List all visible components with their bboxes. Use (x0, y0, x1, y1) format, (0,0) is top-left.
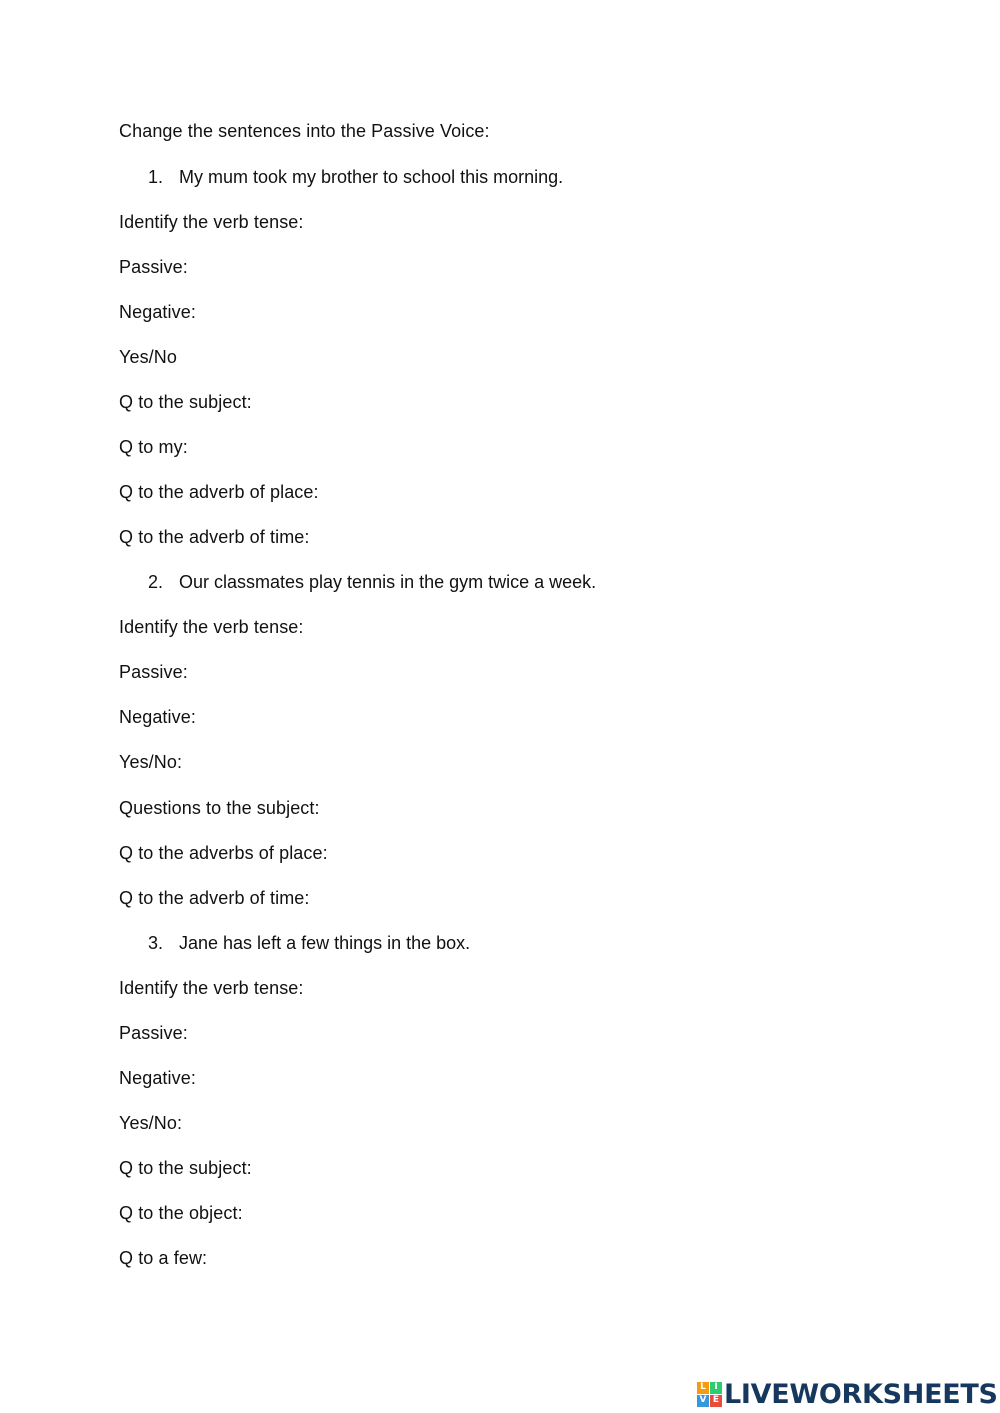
exercise-1-prompt: Q to the subject: (119, 392, 252, 412)
exercise-sentence: Our classmates play tennis in the gym twice a week. (179, 572, 597, 592)
exercise-1-prompt: Identify the verb tense: (119, 212, 304, 232)
liveworksheets-logo (697, 1377, 998, 1411)
exercise-3-prompt: Passive: (119, 1023, 188, 1043)
exercise-2-prompt: Yes/No: (119, 752, 183, 772)
exercise-3-prompt: Yes/No: (119, 1113, 183, 1133)
exercise-2-prompt: Questions to the subject: (119, 798, 320, 818)
exercise-sentence: My mum took my brother to school this morning. (179, 167, 564, 187)
exercise-1-prompt: Q to the adverb of time: (119, 527, 310, 547)
exercise-sentence: Jane has left a few things in the box. (179, 933, 471, 953)
exercise-3-prompt: Q to the subject: (119, 1158, 252, 1178)
logo-text: LIVEWORKSHEETS (724, 1378, 998, 1410)
exercise-1-prompt: Yes/No (119, 347, 177, 367)
logo-tile: L (697, 1382, 709, 1394)
exercise-2-prompt: Negative: (119, 707, 196, 727)
exercise-3-prompt: Q to the object: (119, 1203, 243, 1223)
exercise-3-prompt: Q to a few: (119, 1248, 208, 1268)
exercise-1-prompt: Negative: (119, 302, 196, 322)
exercise-3-prompt: Negative: (119, 1068, 196, 1088)
exercise-3-prompt: Identify the verb tense: (119, 978, 304, 998)
logo-tile: I (710, 1382, 722, 1394)
exercise-2-sentence (148, 571, 596, 593)
exercise-number: 1. (148, 167, 164, 187)
logo-tile: E (710, 1395, 722, 1407)
exercise-2-prompt: Q to the adverbs of place: (119, 843, 328, 863)
instruction: Change the sentences into the Passive Voice: (119, 121, 490, 141)
liveworksheets-logo-icon (697, 1382, 721, 1406)
exercise-1-prompt: Q to the adverb of place: (119, 482, 319, 502)
exercise-number: 3. (148, 933, 164, 953)
exercise-number: 2. (148, 572, 164, 592)
exercise-2-prompt: Q to the adverb of time: (119, 888, 310, 908)
exercise-1-prompt: Q to my: (119, 437, 188, 457)
logo-tile: V (697, 1395, 709, 1407)
exercise-1-prompt: Passive: (119, 257, 188, 277)
exercise-2-prompt: Identify the verb tense: (119, 617, 304, 637)
exercise-1-sentence (148, 166, 563, 188)
exercise-3-sentence (148, 932, 470, 954)
exercise-2-prompt: Passive: (119, 662, 188, 682)
